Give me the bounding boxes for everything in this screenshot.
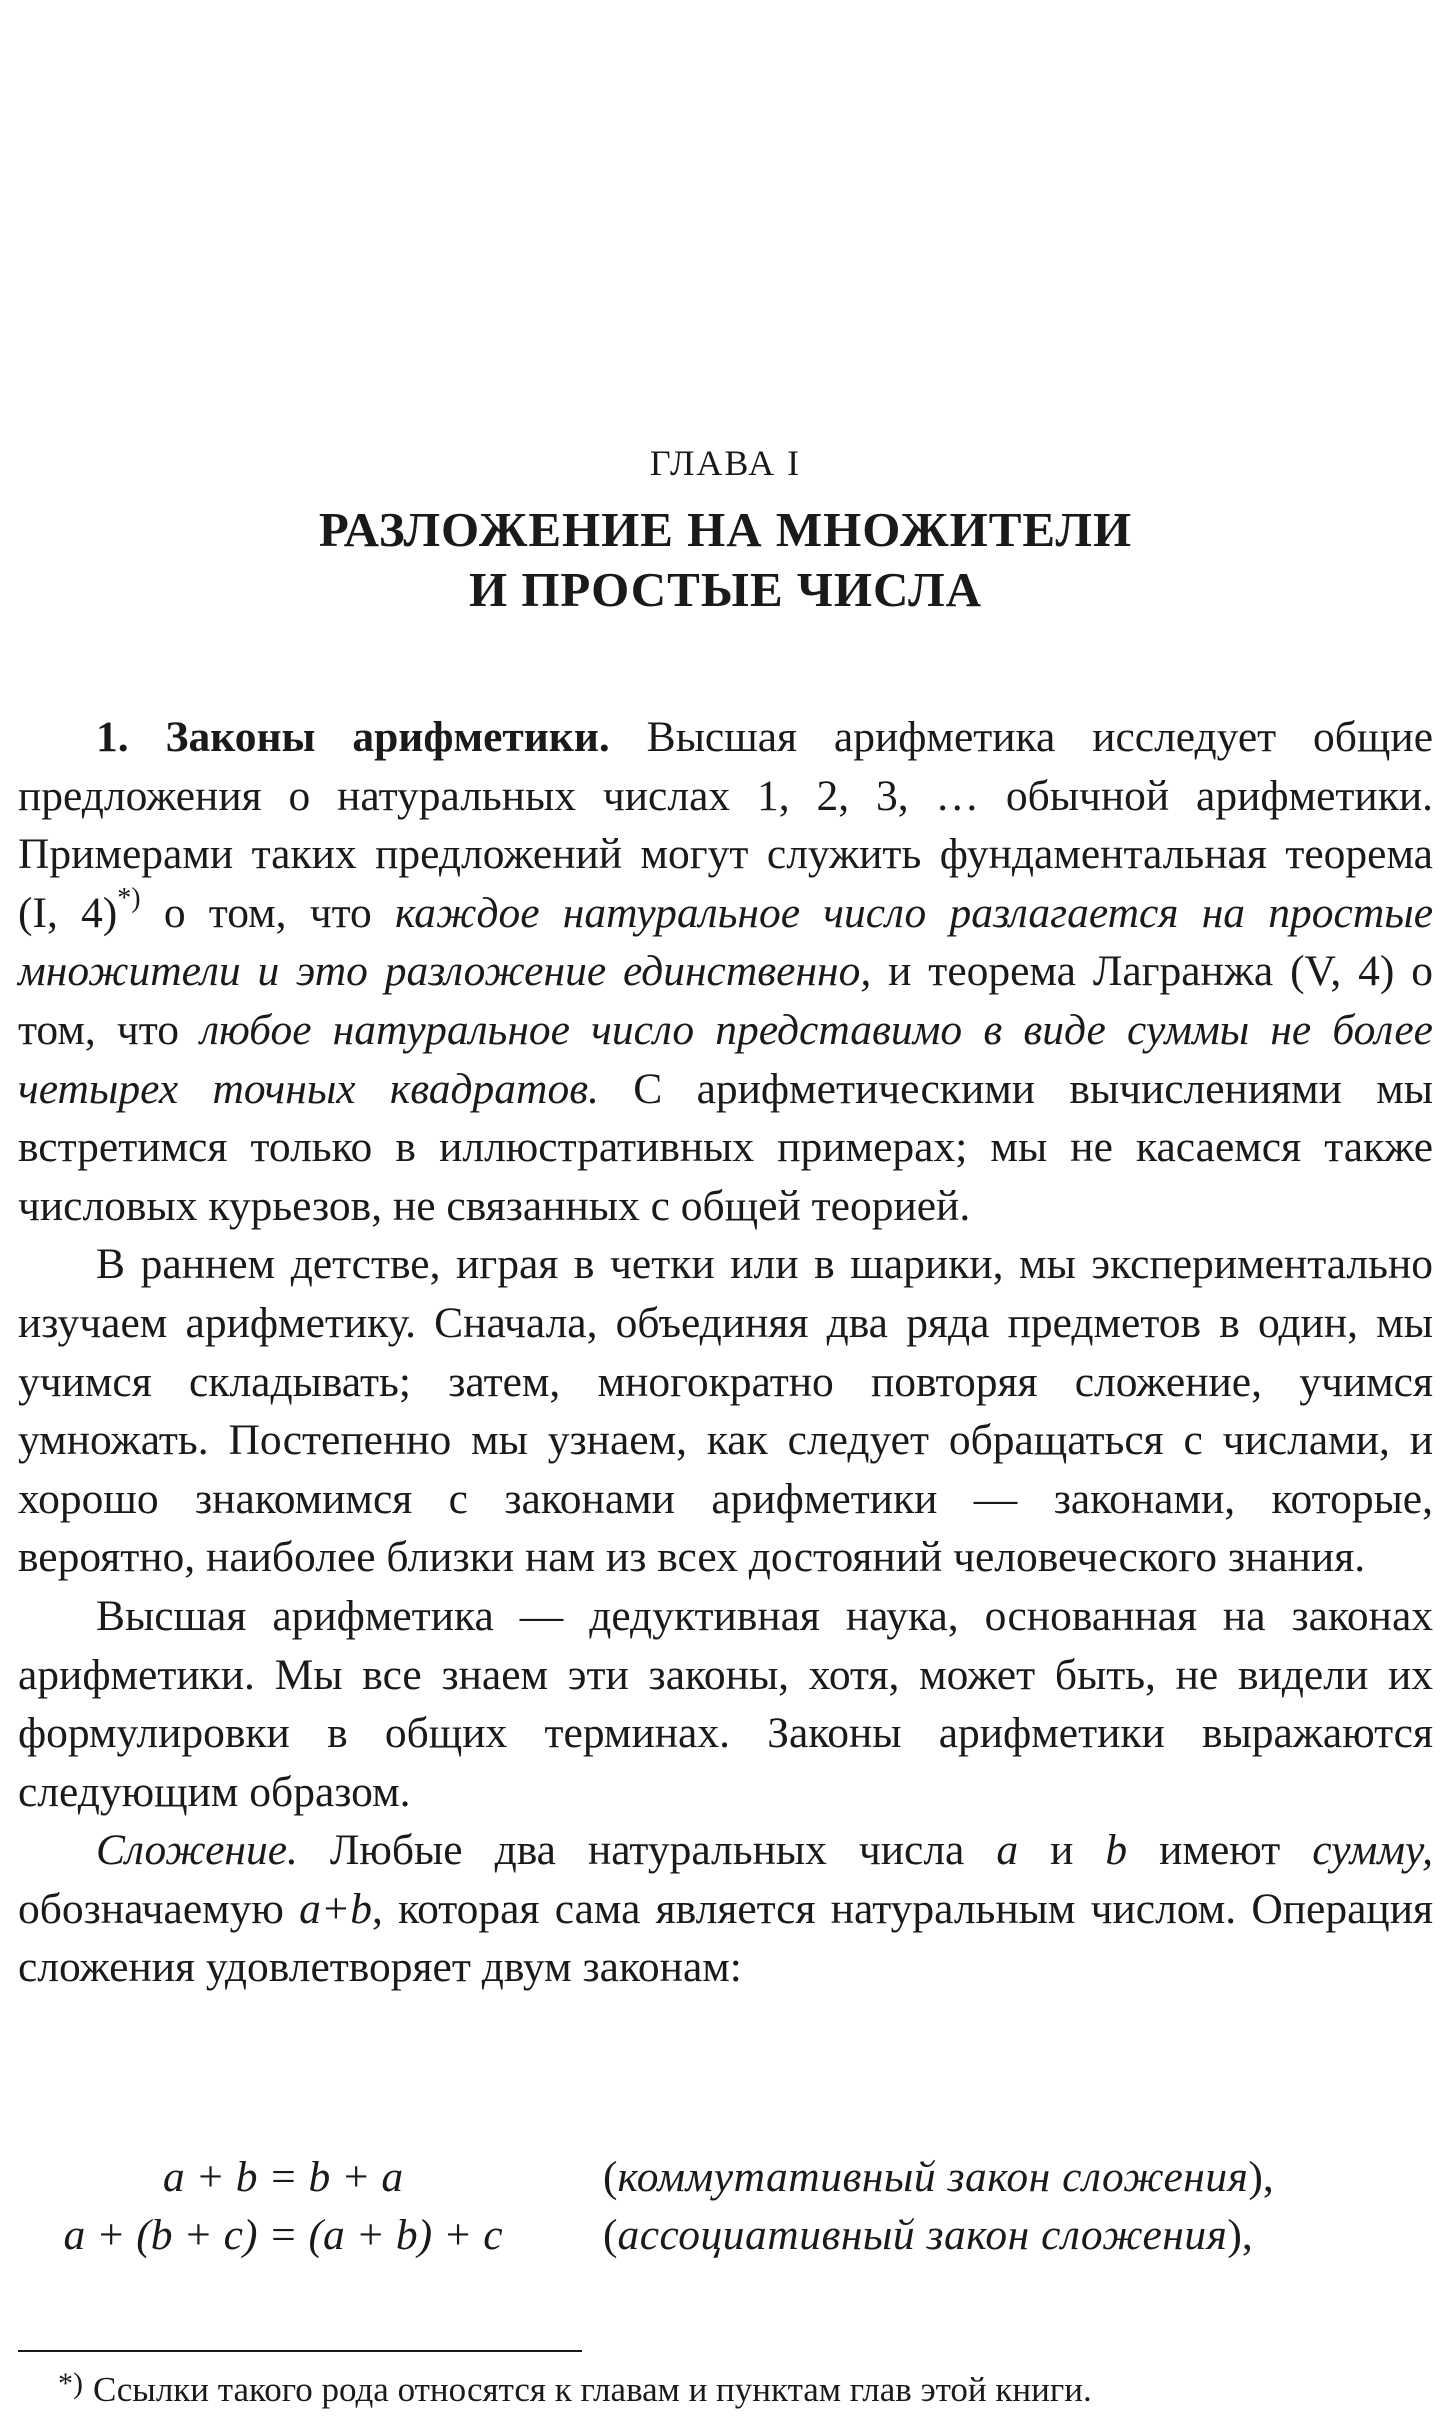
theorem-statement-2: любое натуральное число представимо в виде суммы не более четырех точных квадратов. — [18, 1005, 1433, 1113]
chapter-title-line-2: И ПРОСТЫЕ ЧИСЛА — [468, 562, 983, 617]
theorem-statement-1: каждое натуральное число разлагается на простые множители и это разложение единственно, — [18, 888, 1433, 996]
footnote-divider — [18, 2350, 582, 2352]
formula-lhs: a + b = b + a — [162, 2153, 404, 2201]
paragraph-4: Сложение. Любые два натуральных числа a и b имеют сумму, обозначаемую a+b, которая сама является натуральным числом. Операция сложения удовлетворяет двум законам: — [18, 1826, 1433, 1992]
term-addition: Сложение. — [96, 1826, 298, 1875]
chapter-title-line-1: РАЗЛОЖЕНИЕ НА МНОЖИТЕЛИ — [318, 502, 1133, 557]
chapter-label: ГЛАВА I — [649, 443, 802, 483]
chapter-title — [18, 500, 1433, 620]
section-title: 1. Законы арифметики. — [96, 713, 610, 761]
footnote-reference: *) — [117, 883, 141, 915]
formula-block — [18, 2148, 1433, 2264]
term-sum: сумму, — [1312, 1826, 1433, 1875]
formula-row-commutative — [18, 2148, 1433, 2206]
section-body — [18, 708, 1433, 1997]
sum-expression: a+b — [299, 1884, 373, 1933]
paragraph-2: В раннем детстве, играя в четки или в шарики, мы экспериментально изучаем арифметику. Сначала, объединяя два ряда предметов в один, мы учимся складывать; затем, многократно повторяя сложение, учимся умножать. Постепенно мы узнаем, как следует обращаться с числами, и хорошо знакомимся с законами арифметики — законами, которые, вероятно, наиболее близки нам из всех достояний человеческого знания. — [18, 1240, 1433, 1582]
book-page — [18, 0, 1433, 2425]
formula-lhs: a + (b + c) = (a + b) + c — [63, 2211, 503, 2259]
paragraph-3: Высшая арифметика — дедуктивная наука, основанная на законах арифметики. Мы все знаем эти законы, хотя, может быть, не видели их формулировки в общих терминах. Законы арифметики выражаются следующим образом. — [18, 1591, 1433, 1816]
paragraph-1: 1. Законы арифметики. Высшая арифметика исследует общие предложения о натуральных числах 1, 2, 3, … обычной арифметики. Примерами таких предложений могут служить фундаментальная теорема (I, 4)*) о том, что каждое натуральное число разлагается на простые множители и это разложение единственно, и теорема Лагранжа (V, 4) о том, что любое натуральное число представимо в виде суммы не более четырех точных квадратов. С арифметическими вычислениями мы встретимся только в иллюстративных примерах; мы не касаемся также числовых курьезов, не связанных с общей теорией. — [18, 713, 1433, 1230]
formula-row-associative — [18, 2206, 1433, 2264]
footnote-text: Ссылки такого рода относятся к главам и пунктам глав этой книги. — [93, 2370, 1092, 2409]
footnote — [58, 2368, 1092, 2414]
formula-description: (ассоциативный закон сложения), — [603, 2211, 1253, 2259]
footnote-mark: *) — [58, 2367, 83, 2400]
formula-description: (коммутативный закон сложения), — [603, 2153, 1274, 2201]
